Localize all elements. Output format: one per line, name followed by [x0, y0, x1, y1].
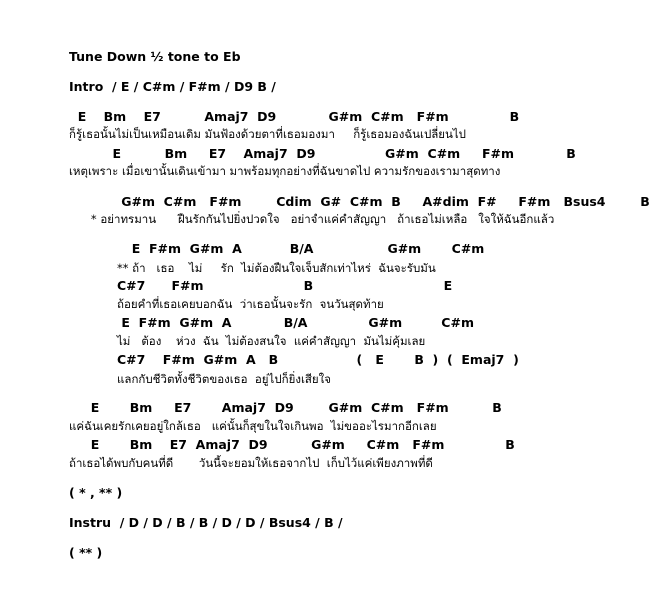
chorus-lyric-3: ไม่ ต้อง ห่วง ฉัน ไม่ต้องสนใจ แค่คำสัญญา มันไม่คุ้มเลย [117, 334, 426, 348]
verse1-chords-2: E Bm E7 Amaj7 D9 G#m C#m F#m B [69, 146, 576, 161]
verse1-chords-1: E Bm E7 Amaj7 D9 G#m C#m F#m B [69, 109, 520, 124]
verse2-chords-1: E Bm E7 Amaj7 D9 G#m C#m F#m B [69, 400, 502, 415]
verse1-lyric-1: ก็รู้เธอนั้นไม่เป็นเหมือนเดิม มันฟ้องด้วยตาที่เธอมองมา ก็รู้เธอมองฉันเปลี่ยนไป [69, 127, 466, 141]
chorus-lyric-1: ** ถ้า เธอ ไม่ รัก ไม่ต้องฝืนใจเจ็บสักเท่าไหร่ ฉันจะรับมัน [117, 261, 436, 275]
verse2-lyric-2: ถ้าเธอได้พบกับคนที่ดี วันนี้จะยอมให้เธอจากไป เก็บไว้แค่เพียงภาพที่ดี [69, 456, 433, 470]
chorus-chords-2: C#7 F#m B E [117, 278, 453, 293]
prechorus-chords: G#m C#m F#m Cdim G# C#m B A#dim F# F#m Bsus4 B [69, 194, 650, 209]
chorus-chords-1: E F#m G#m A B/A G#m C#m [123, 241, 485, 256]
chorus-chords-4: C#7 F#m G#m A B ( E B ) ( Emaj7 ) [117, 352, 519, 367]
chorus-lyric-2: ถ้อยคำที่เธอเคยบอกฉัน ว่าเธอนั้นจะรัก จนวันสุดท้าย [117, 297, 384, 311]
intro-line: Intro / E / C#m / F#m / D9 B / [69, 79, 276, 94]
verse2-chords-2: E Bm E7 Amaj7 D9 G#m C#m F#m B [69, 437, 515, 452]
verse2-lyric-1: แค่ฉันเคยรักเคยอยู่ใกล้เธอ แค่นั้นก็สุขในใจเกินพอ ไม่ขออะไรมากอีกเลย [69, 419, 437, 433]
prechorus-lyric: * อย่าทรมาน ฝืนรักกันไปยิ่งปวดใจ อย่าจำแค่คำสัญญา ถ้าเธอไม่เหลือ ใจให้ฉันอีกแล้ว [69, 212, 555, 226]
chorus-chords-3: E F#m G#m A B/A G#m C#m [117, 315, 474, 330]
song-key-heading: Tune Down ½ tone to Eb [69, 49, 241, 64]
repeat-marker: ( * , ** ) [69, 485, 123, 500]
repeat-marker-2: ( ** ) [69, 545, 103, 560]
chorus-lyric-4: แลกกับชีวิตทั้งชีวิตของเธอ อยู่ไปก็ยิ่งเสียใจ [117, 372, 331, 386]
verse1-lyric-2: เหตุเพราะ เมื่อเขานั้นเดินเข้ามา มาพร้อมทุกอย่างที่ฉันขาดไป ความรักของเรามาสุดทาง [69, 164, 501, 178]
instrumental-line: Instru / D / D / B / B / D / D / Bsus4 / B / [69, 515, 343, 530]
